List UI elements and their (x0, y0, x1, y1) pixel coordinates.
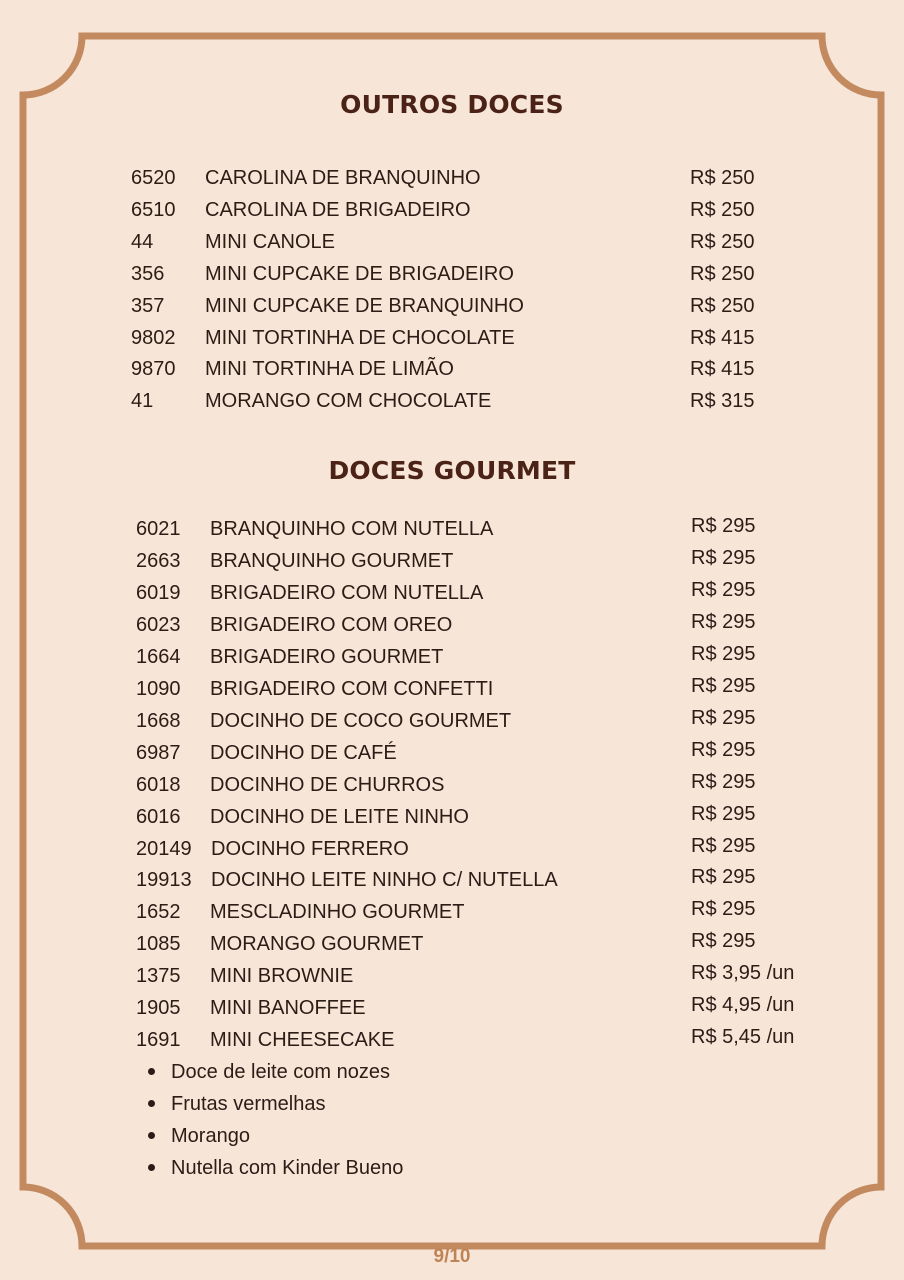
flavor-label: Morango (171, 1125, 250, 1147)
item-name: MINI TORTINHA DE CHOCOLATE (205, 326, 515, 349)
item-code: 1375 (136, 965, 181, 988)
item-code: 44 (131, 230, 154, 253)
page-number: 9/10 (433, 1246, 471, 1267)
doces-gourmet-title: DOCES GOURMET (328, 456, 576, 485)
item-code: 6023 (136, 613, 181, 636)
item-price: R$ 295 (691, 706, 756, 729)
item-price: R$ 295 (691, 802, 756, 825)
flavor-label: Doce de leite com nozes (171, 1061, 391, 1083)
flavor-item (148, 1152, 403, 1184)
item-price: R$ 250 (690, 262, 755, 285)
menu-item-row (0, 579, 904, 607)
bullet-icon (148, 1164, 155, 1171)
menu-item-row (0, 643, 904, 671)
menu-item-row (0, 898, 904, 926)
item-code: 2663 (136, 549, 181, 572)
flavor-label: Frutas vermelhas (171, 1093, 326, 1115)
item-name: MORANGO GOURMET (210, 933, 424, 956)
item-name: BRIGADEIRO COM NUTELLA (210, 581, 484, 604)
item-name: MESCLADINHO GOURMET (210, 901, 465, 924)
item-price: R$ 3,95 /un (691, 962, 795, 985)
menu-item-row (0, 292, 904, 320)
menu-item-row (0, 228, 904, 256)
item-price: R$ 250 (690, 230, 755, 253)
item-code: 6021 (136, 518, 181, 540)
item-price: R$ 315 (690, 390, 755, 413)
item-code: 6016 (136, 805, 181, 828)
bullet-icon (148, 1132, 155, 1139)
item-name: MINI CUPCAKE DE BRIGADEIRO (205, 262, 514, 285)
item-name: DOCINHO DE CHURROS (210, 773, 445, 796)
item-code: 1652 (136, 901, 181, 924)
menu-item-row (0, 164, 904, 192)
menu-item-row (0, 611, 904, 639)
item-name: MINI BROWNIE (210, 965, 354, 988)
item-code: 41 (131, 390, 154, 413)
item-code: 6520 (131, 167, 176, 189)
menu-item-row (0, 707, 904, 735)
item-name: MINI TORTINHA DE LIMÃO (205, 358, 454, 381)
menu-item-row (0, 355, 904, 383)
item-name: BRIGADEIRO COM OREO (210, 613, 453, 636)
item-code: 1668 (136, 709, 181, 732)
item-price: R$ 295 (691, 546, 756, 569)
menu-item-row (0, 771, 904, 799)
menu-item-row (0, 994, 904, 1022)
item-price: R$ 295 (691, 610, 756, 633)
item-code: 1085 (136, 933, 181, 956)
menu-item-row (0, 930, 904, 958)
item-name: DOCINHO DE COCO GOURMET (210, 709, 512, 732)
outros-doces-title: OUTROS DOCES (340, 90, 564, 119)
item-name: CAROLINA DE BRANQUINHO (205, 167, 481, 189)
menu-item-row (0, 387, 904, 415)
item-name: BRANQUINHO GOURMET (210, 549, 454, 572)
item-code: 6018 (136, 773, 181, 796)
flavor-item (148, 1056, 403, 1088)
item-code: 9870 (131, 358, 176, 381)
item-price: R$ 250 (690, 198, 755, 221)
item-price: R$ 415 (690, 358, 755, 381)
menu-item-row (0, 962, 904, 990)
flavor-item (148, 1088, 403, 1120)
item-name: DOCINHO LEITE NINHO C/ NUTELLA (211, 869, 558, 892)
menu-item-row (0, 547, 904, 575)
item-code: 1691 (136, 1029, 181, 1052)
item-name: MINI CUPCAKE DE BRANQUINHO (205, 294, 524, 317)
flavor-label: Nutella com Kinder Bueno (171, 1157, 404, 1179)
item-name: MINI BANOFFEE (210, 997, 366, 1020)
item-price: R$ 415 (690, 326, 755, 349)
item-code: 1905 (136, 997, 181, 1020)
item-price: R$ 295 (691, 642, 756, 665)
menu-item-row (0, 803, 904, 831)
menu-item-row (0, 196, 904, 224)
item-price: R$ 295 (691, 738, 756, 761)
item-name: DOCINHO FERRERO (211, 837, 409, 860)
bullet-icon (148, 1100, 155, 1107)
item-price: R$ 250 (690, 167, 755, 189)
menu-item-row (0, 866, 904, 894)
flavor-list (148, 1056, 403, 1184)
menu-item-row (0, 324, 904, 352)
item-name: BRIGADEIRO GOURMET (210, 645, 444, 668)
item-code: 19913 (136, 869, 192, 892)
item-code: 6510 (131, 198, 176, 221)
menu-item-row (0, 675, 904, 703)
item-name: MINI CHEESECAKE (210, 1029, 395, 1052)
item-code: 1090 (136, 677, 181, 700)
menu-item-row (0, 835, 904, 863)
item-name: DOCINHO DE LEITE NINHO (210, 805, 469, 828)
item-price: R$ 295 (691, 866, 756, 889)
item-price: R$ 295 (691, 578, 756, 601)
item-code: 357 (131, 294, 165, 317)
item-price: R$ 295 (691, 930, 756, 953)
item-code: 9802 (131, 326, 176, 349)
menu-item-row (0, 1026, 904, 1054)
item-name: MINI CANOLE (205, 230, 336, 253)
item-price: R$ 250 (690, 294, 755, 317)
item-name: DOCINHO DE CAFÉ (210, 741, 397, 764)
menu-item-row (0, 260, 904, 288)
menu-item-row (0, 515, 904, 543)
bullet-icon (148, 1068, 155, 1075)
item-code: 6987 (136, 741, 181, 764)
item-price: R$ 295 (691, 674, 756, 697)
item-name: BRIGADEIRO COM CONFETTI (210, 677, 494, 700)
flavor-item (148, 1120, 403, 1152)
item-code: 6019 (136, 581, 181, 604)
item-name: MORANGO COM CHOCOLATE (205, 390, 492, 413)
item-code: 1664 (136, 645, 181, 668)
menu-item-row (0, 739, 904, 767)
item-name: BRANQUINHO COM NUTELLA (210, 518, 494, 540)
item-name: CAROLINA DE BRIGADEIRO (205, 198, 471, 221)
item-price: R$ 295 (691, 770, 756, 793)
item-code: 20149 (136, 837, 192, 860)
item-price: R$ 295 (691, 515, 756, 537)
item-price: R$ 295 (691, 898, 756, 921)
item-price: R$ 5,45 /un (691, 1026, 795, 1049)
item-code: 356 (131, 262, 165, 285)
item-price: R$ 4,95 /un (691, 994, 795, 1017)
item-price: R$ 295 (691, 834, 756, 857)
